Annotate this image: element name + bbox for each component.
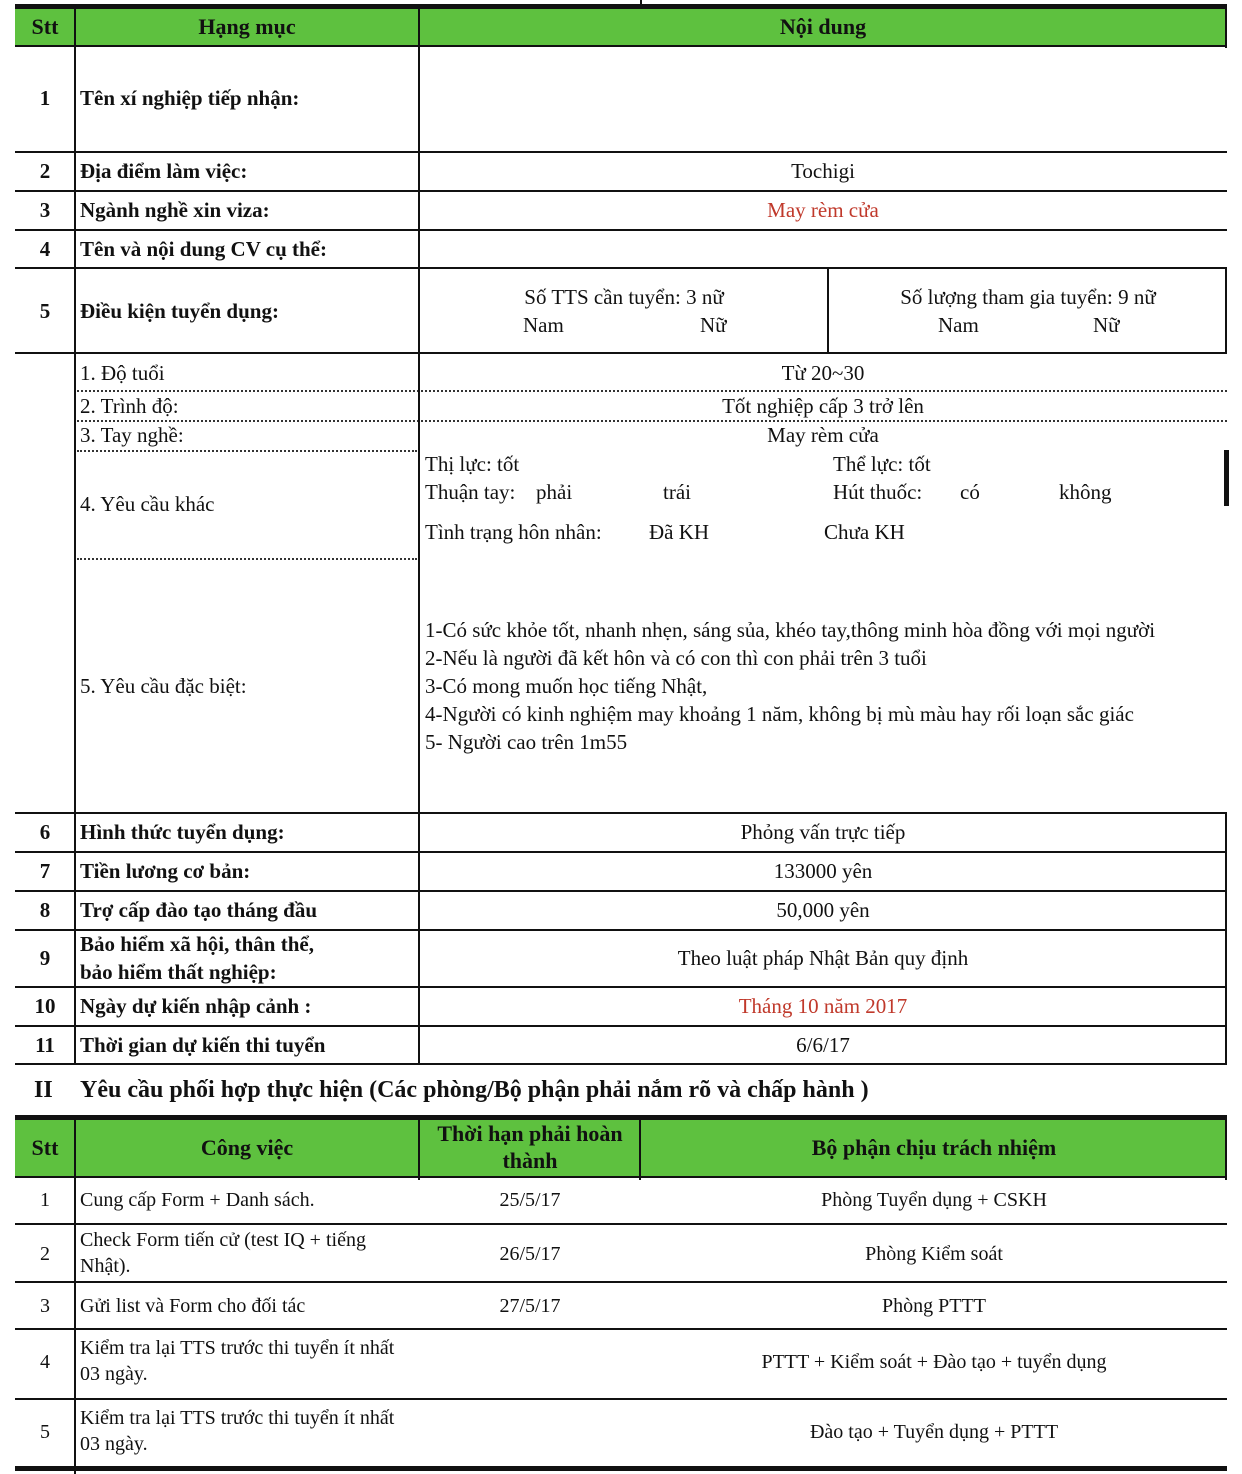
row-10-item: Ngày dự kiến nhập cảnh : [80,994,312,1018]
row-9-value: Theo luật pháp Nhật Bản quy định [677,946,969,970]
t2-header-deadline-line1: Thời hạn phải hoàn [437,1121,623,1146]
t2-header-task: Công việc [75,1120,419,1176]
row-9-stt: 9 [39,946,51,970]
t2-row-2-stt: 2 [40,1243,50,1265]
fitness: Thể lực: tốt [833,452,931,476]
t2-row-1-stt: 1 [40,1189,50,1211]
row-3-stt: 3 [39,198,51,222]
table1-hline [15,812,1227,814]
table2-vline [639,1115,641,1180]
dotted-line [77,420,1227,422]
t2-header-deadline-line2: thành [502,1148,558,1173]
t2-row-4-stt: 4 [40,1351,50,1373]
t2-row-5-dept: Đào tạo + Tuyển dụng + PTTT [809,1421,1059,1443]
special-req-3: 3-Có mong muốn học tiếng Nhật, [425,674,708,698]
table1-vline [640,0,642,5]
section2-title: Yêu cầu phối hợp thực hiện (Các phòng/Bộ phận phải nắm rõ và chấp hành ) [80,1077,869,1103]
row-4-stt: 4 [39,237,51,261]
skill-value: May rèm cửa [767,423,879,447]
table1-vline [827,267,829,354]
t2-header-dept: Bộ phận chịu trách nhiệm [641,1120,1227,1176]
table1-top-border [15,4,1227,9]
dotted-line [77,558,417,560]
table1-hline [15,190,1227,192]
other-label: 4. Yêu cầu khác [80,492,215,516]
header-stt: Stt [15,8,75,46]
t2-row-2-task-line2: Nhật). [80,1255,131,1277]
row-5-item: Điều kiện tuyển dụng: [80,299,279,323]
row-3-item: Ngành nghề xin viza: [80,198,270,222]
t2-row-5-task-line1: Kiểm tra lại TTS trước thi tuyển ít nhất [80,1407,395,1429]
special-label: 5. Yêu cầu đặc biệt: [80,674,247,698]
row-10-stt: 10 [34,994,56,1018]
table2-hline [15,1328,1227,1330]
table1-hline [15,267,1227,269]
special-req-1: 1-Có sức khỏe tốt, nhanh nhẹn, sáng sủa, khéo tay,thông minh hòa đồng với mọi người [425,618,1156,642]
t2-row-4-dept: PTTT + Kiểm soát + Đào tạo + tuyển dụng [761,1351,1107,1373]
marital-label: Tình trạng hôn nhân: [425,520,602,544]
age-label: 1. Độ tuổi [80,361,165,385]
table1-vline [1225,4,1227,48]
table1-hline [15,45,1227,47]
row-5-stt: 5 [39,299,51,323]
row-11-item: Thời gian dự kiến thi tuyển [80,1033,326,1057]
vision: Thị lực: tốt [425,452,520,476]
age-value: Từ 20~30 [781,361,865,385]
table1-hline [15,929,1227,931]
table2-vline [74,1115,76,1474]
row-3-value: May rèm cửa [767,198,879,222]
row-9-item-line1: Bảo hiểm xã hội, thân thể, [80,932,314,956]
row-7-stt: 7 [39,859,51,883]
hand-left: trái [663,480,691,504]
table1-hline [15,890,1227,892]
edu-label: 2. Trình độ: [80,394,179,418]
hand-label: Thuận tay: [425,480,516,504]
row-5-left-nam: Nam [523,313,564,337]
row-5-right-line1: Số lượng tham gia tuyển: 9 nữ [900,285,1156,309]
smoke-label: Hút thuốc: [833,480,923,504]
table1-hline [15,151,1227,153]
t2-row-2-task-line1: Check Form tiến cử (test IQ + tiếng [80,1229,366,1251]
t2-row-5-task-line2: 03 ngày. [80,1433,148,1455]
table2-hline [15,1281,1227,1283]
t2-row-1-deadline: 25/5/17 [499,1189,561,1211]
row-5-left-line1: Số TTS cần tuyển: 3 nữ [524,285,724,309]
section2-number: II [34,1077,53,1103]
t2-row-2-dept: Phòng Kiểm soát [865,1243,1003,1265]
row-6-stt: 6 [39,820,51,844]
row-11-stt: 11 [35,1033,55,1057]
t2-row-4-task-line2: 03 ngày. [80,1363,148,1385]
table1-hline [15,851,1227,853]
table2-bottom-border [15,1466,1227,1471]
row-1-item: Tên xí nghiệp tiếp nhận: [80,86,300,110]
dotted-line [77,390,1227,392]
table1-hline [15,352,1227,354]
table1-hline [15,1063,1227,1065]
single: Chưa KH [824,520,905,544]
header-noi-dung: Nội dung [419,8,1227,46]
t2-header-stt: Stt [15,1120,75,1176]
smoke-yes: có [960,480,980,504]
table1-hline [15,229,1227,231]
row-6-item: Hình thức tuyển dụng: [80,820,285,844]
t2-row-2-deadline: 26/5/17 [499,1243,561,1265]
row-5-right-nu: Nữ [1093,313,1120,337]
special-req-5: 5- Người cao trên 1m55 [425,730,628,754]
row-6-value: Phỏng vấn trực tiếp [740,820,906,844]
row-2-item: Địa điểm làm việc: [80,159,248,183]
t2-row-3-stt: 3 [40,1295,50,1317]
table1-hline [15,986,1227,988]
dotted-line [77,450,417,452]
row-11-value: 6/6/17 [796,1033,850,1057]
t2-row-3-deadline: 27/5/17 [499,1295,561,1317]
row-5-right-nam: Nam [938,313,979,337]
table2-hline [15,1176,1227,1178]
row-7-value: 133000 yên [773,859,873,883]
row-9-item-line2: bảo hiểm thất nghiệp: [80,960,277,984]
row-8-stt: 8 [39,898,51,922]
row-10-value: Tháng 10 năm 2017 [738,994,908,1018]
table1-hline [15,1025,1227,1027]
table2-hline [15,1398,1227,1400]
row-8-item: Trợ cấp đào tạo tháng đầu [80,898,318,922]
row-7-item: Tiền lương cơ bản: [80,859,251,883]
t2-header-deadline [419,1120,641,1176]
table1-vline [1225,812,1227,1065]
hand-right: phải [536,480,573,504]
table2-top-border [15,1115,1227,1120]
row-2-stt: 2 [39,159,51,183]
table2-vline [1225,1115,1227,1180]
row-4-item: Tên và nội dung CV cụ thể: [80,237,327,261]
edu-value: Tốt nghiệp cấp 3 trở lên [722,394,924,418]
table2-vline [418,1115,420,1180]
row-1-stt: 1 [39,86,51,110]
table2-hline [15,1223,1227,1225]
header-hang-muc: Hạng mục [75,8,419,46]
married: Đã KH [649,520,710,544]
special-req-2: 2-Nếu là người đã kết hôn và có con thì con phải trên 3 tuổi [425,646,927,670]
scroll-marker [1224,450,1229,506]
row-2-value: Tochigi [791,159,855,183]
row-8-value: 50,000 yên [776,898,870,922]
row-5-left-nu: Nữ [700,313,727,337]
table1-vline [1225,267,1227,354]
t2-row-5-stt: 5 [40,1421,50,1443]
skill-label: 3. Tay nghề: [80,423,184,447]
table1-vline [418,4,420,1065]
smoke-no: không [1059,480,1112,504]
t2-row-1-task: Cung cấp Form + Danh sách. [80,1189,315,1211]
table1-vline [74,4,76,1065]
t2-row-4-task-line1: Kiểm tra lại TTS trước thi tuyển ít nhất [80,1337,395,1359]
special-req-4: 4-Người có kinh nghiệm may khoảng 1 năm, không bị mù màu hay rối loạn sắc giác [425,702,1134,726]
t2-row-1-dept: Phòng Tuyển dụng + CSKH [821,1189,1047,1211]
t2-row-3-dept: Phòng PTTT [882,1295,986,1317]
t2-row-3-task: Gửi list và Form cho đối tác [80,1295,306,1317]
